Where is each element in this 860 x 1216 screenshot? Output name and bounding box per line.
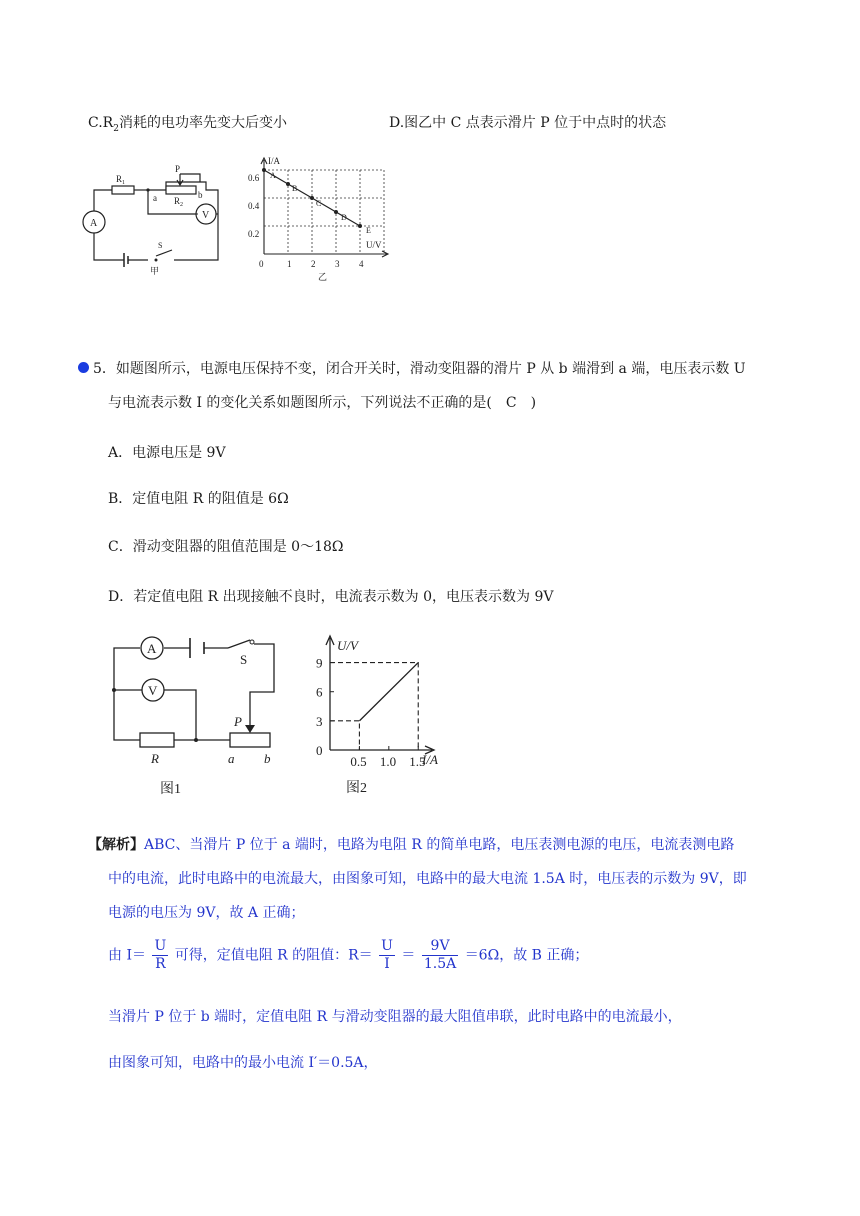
- graph-top-xtick: 4: [359, 259, 364, 269]
- chart-guide-line: [330, 721, 359, 750]
- resistor-r2: [166, 186, 196, 194]
- graph-top-xlabel: U/V: [366, 240, 382, 250]
- chart-y-tick: 0: [316, 743, 323, 758]
- chart-y-tick: 9: [316, 655, 323, 671]
- analysis-line-2: 中的电流，此时电路中的电流最大，由图象可知，电路中的最大电流 1.5A 时，电压表的示数为 9V，即: [108, 871, 747, 887]
- point-label: D: [341, 213, 347, 222]
- svg-text:R2: $R_2$: [174, 196, 184, 208]
- option-d-top: D.图乙中 C 点表示滑片 P 位于中点时的状态: [389, 115, 667, 131]
- graph-top-ytick: 0.4: [248, 201, 260, 211]
- graph-top-ytick: 0.2: [248, 229, 260, 239]
- svg-text:V: V: [202, 210, 210, 221]
- chart-ylabel: U/V: [337, 638, 358, 653]
- chart-y-tick: 3: [316, 713, 323, 729]
- svg-text:A: A: [90, 218, 98, 229]
- svg-text:A: A: [147, 641, 157, 656]
- fig1-caption: 图1: [160, 782, 181, 797]
- fig2-caption: 图2: [346, 781, 367, 796]
- svg-text:P: P: [175, 164, 181, 174]
- analysis-line-3: 电源的电压为 9V，故 A 正确；: [108, 905, 305, 921]
- chart-series-line: [359, 663, 418, 721]
- battery-icon: [190, 638, 204, 658]
- chart-x-tick: 0.5: [350, 754, 367, 769]
- svg-text:甲: 甲: [150, 266, 160, 276]
- chart-x-tick: 1.0: [379, 754, 397, 769]
- svg-text:S: S: [158, 241, 163, 250]
- svg-text:R: R: [151, 751, 159, 766]
- graph-top-point: [334, 210, 338, 214]
- graph-top-xtick: 3: [335, 259, 340, 269]
- chart-x-tick: 1.5: [409, 754, 426, 769]
- chart-xlabel: I/A: [422, 752, 438, 767]
- svg-text:a: a: [228, 751, 235, 766]
- svg-text:a: a: [153, 193, 157, 203]
- rheostat: [230, 733, 270, 747]
- question-line-2: 与电流表示数 I 的变化关系如题图所示，下列说法不正确的是( C ): [108, 395, 537, 411]
- option-b: B．定值电阻 R 的阻值是 6Ω: [108, 491, 289, 507]
- graph-top-caption: 乙: [318, 272, 328, 282]
- analysis-line-1: 【解析】ABC、当滑片 P 位于 a 端时，电路为电阻 R 的简单电路，电压表测电源的电压，电流表测电路: [88, 837, 735, 853]
- option-d: D．若定值电阻 R 出现接触不良时，电流表示数为 0，电压表示数为 9V: [108, 589, 554, 605]
- graph-top-iu: [248, 154, 396, 284]
- question-line-1: 5．如题图所示，电源电压保持不变，闭合开关时，滑动变阻器的滑片 P 从 b 端滑到 a 端，电压表示数 U: [93, 361, 746, 377]
- graph-top-point: [286, 182, 290, 186]
- svg-text:b: b: [264, 751, 271, 766]
- svg-text:V: V: [148, 683, 158, 698]
- analysis-line-6: 由图象可知，电路中的最小电流 I′＝0.5A，: [108, 1055, 378, 1071]
- point-label: A: [270, 171, 276, 180]
- chart-y-tick: 6: [316, 684, 323, 700]
- graph-top-point: [310, 196, 314, 200]
- point-label: E: [366, 226, 371, 235]
- svg-text:R1: $R_1$: [116, 174, 126, 186]
- resistor-r1: [112, 186, 134, 194]
- analysis-line-5: 当滑片 P 位于 b 端时，定值电阻 R 与滑动变阻器的最大阻值串联，此时电路中的电流最小，: [108, 1009, 682, 1025]
- circuit-diagram-fig1: [104, 630, 294, 800]
- graph-top-xtick: 1: [287, 259, 292, 269]
- battery-icon: [124, 253, 128, 267]
- option-c: C．滑动变阻器的阻值范围是 0～18Ω: [108, 539, 344, 555]
- graph-top-point: [262, 168, 266, 172]
- graph-top-ylabel: I/A: [268, 156, 280, 166]
- question-bullet: [78, 362, 89, 373]
- svg-text:b: b: [198, 190, 203, 200]
- graph-top-point: [358, 224, 362, 228]
- point-label: C: [316, 199, 322, 208]
- option-a: A．电源电压是 9V: [108, 445, 226, 461]
- chart-u-i: [300, 628, 460, 800]
- svg-text:P: P: [234, 714, 242, 729]
- resistor-r: [140, 733, 174, 747]
- graph-top-xtick: 2: [311, 259, 316, 269]
- point-label: B: [292, 184, 298, 193]
- analysis-formula-line: 由 I＝ $\frac{U}{R}$ 可得，定值电阻 R 的阻值：R＝ $\frac{U}{I}$ ＝ $\frac{9V}{1.5A}$ ＝6Ω，故 B 正确；: [108, 938, 589, 972]
- graph-top-ytick: 0.6: [248, 173, 260, 183]
- option-c-top: $C.R_2$消耗的电功率先变大后变小: [88, 115, 287, 134]
- circuit-diagram-top: [76, 160, 236, 280]
- graph-top-xtick: 0: [259, 259, 264, 269]
- svg-text:S: S: [240, 652, 248, 667]
